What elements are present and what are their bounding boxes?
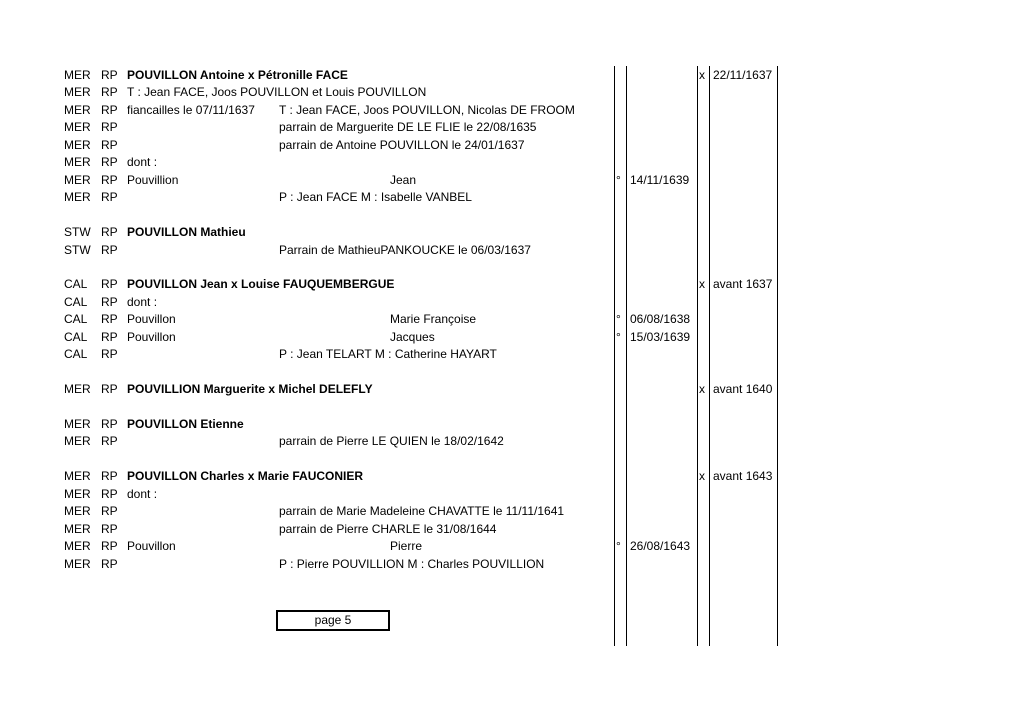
source-cell: RP	[101, 242, 118, 257]
parish-cell: MER	[64, 539, 91, 554]
entry-text: POUVILLON Antoine x Pétronille FACE	[127, 68, 348, 82]
parish-cell: CAL	[64, 347, 88, 362]
source-cell: RP	[101, 504, 118, 519]
table-row	[0, 556, 1024, 573]
marriage-symbol: x	[699, 68, 705, 82]
parish-cell: MER	[64, 504, 91, 519]
marriage-date: avant 1637	[713, 277, 773, 292]
parish-cell: MER	[64, 85, 91, 100]
table-row	[0, 154, 1024, 171]
detail-text: P : Jean FACE M : Isabelle VANBEL	[279, 190, 472, 205]
birth-symbol: °	[616, 539, 621, 554]
table-row	[0, 346, 1024, 363]
table-row	[0, 329, 1024, 346]
detail-text: P : Pierre POUVILLION M : Charles POUVILLION	[279, 556, 545, 571]
source-cell: RP	[101, 225, 118, 240]
parish-cell: MER	[64, 417, 91, 431]
birth-date: 15/03/1639	[630, 329, 691, 344]
table-row	[0, 381, 1024, 398]
parish-cell: MER	[64, 469, 91, 484]
first-name: Marie Françoise	[390, 312, 477, 327]
first-name: Jacques	[390, 329, 435, 344]
entry-text: Pouvillon	[127, 312, 176, 327]
parish-cell: STW	[64, 242, 91, 257]
first-name: Pierre	[390, 539, 423, 554]
parish-cell: MER	[64, 137, 91, 152]
birth-date: 06/08/1638	[630, 312, 691, 327]
entry-text: Pouvillon	[127, 539, 176, 554]
detail-text: P : Jean TELART M : Catherine HAYART	[279, 347, 497, 362]
table-row	[0, 172, 1024, 189]
birth-symbol: °	[616, 312, 621, 327]
entry-text: POUVILLON Charles x Marie FAUCONIER	[127, 469, 364, 484]
parish-cell: MER	[64, 190, 91, 205]
table-row	[0, 486, 1024, 503]
source-cell: RP	[101, 155, 118, 170]
detail-text: Parrain de MathieuPANKOUCKE le 06/03/1637	[279, 242, 531, 257]
table-row	[0, 276, 1024, 293]
entry-text: POUVILLON Jean x Louise FAUQUEMBERGUE	[127, 277, 395, 292]
entry-text: POUVILLON Etienne	[127, 417, 244, 431]
table-row	[0, 224, 1024, 241]
detail-text: T : Jean FACE, Joos POUVILLON, Nicolas DE FROOM	[279, 102, 575, 117]
entry-text: POUVILLION Marguerite x Michel DELEFLY	[127, 382, 373, 397]
source-cell: RP	[101, 539, 118, 554]
table-row	[0, 189, 1024, 206]
source-cell: RP	[101, 294, 118, 309]
source-cell: RP	[101, 277, 118, 292]
parish-cell: MER	[64, 102, 91, 117]
birth-symbol: °	[616, 329, 621, 344]
birth-date: 26/08/1643	[630, 539, 691, 554]
entry-text: dont :	[127, 155, 158, 170]
table-row	[0, 84, 1024, 101]
detail-text: parrain de Pierre CHARLE le 31/08/1644	[279, 521, 497, 536]
source-cell: RP	[101, 312, 118, 327]
page-number: page 5	[276, 610, 390, 631]
entry-text: T : Jean FACE, Joos POUVILLON et Louis POUVILLON	[127, 85, 427, 100]
blank-row	[0, 399, 1024, 416]
parish-cell: CAL	[64, 312, 88, 327]
source-cell: RP	[101, 382, 118, 397]
parish-cell: MER	[64, 556, 91, 571]
entry-text: dont :	[127, 486, 158, 501]
table-row	[0, 119, 1024, 136]
blank-row	[0, 451, 1024, 468]
source-cell: RP	[101, 190, 118, 205]
detail-text: parrain de Marie Madeleine CHAVATTE le 11/11/1641	[279, 504, 565, 519]
table-row	[0, 67, 1024, 84]
parish-cell: MER	[64, 155, 91, 170]
parish-cell: CAL	[64, 277, 88, 292]
marriage-symbol: x	[699, 382, 705, 397]
parish-cell: CAL	[64, 294, 88, 309]
source-cell: RP	[101, 329, 118, 344]
source-cell: RP	[101, 68, 118, 82]
source-cell: RP	[101, 469, 118, 484]
parish-cell: MER	[64, 382, 91, 397]
table-row	[0, 311, 1024, 328]
entry-text: POUVILLON Mathieu	[127, 225, 246, 240]
entry-text: fiancailles le 07/11/1637	[127, 102, 255, 117]
blank-row	[0, 364, 1024, 381]
parish-cell: MER	[64, 521, 91, 536]
blank-row	[0, 207, 1024, 224]
marriage-date: avant 1643	[713, 469, 773, 484]
entry-text: Pouvillon	[127, 329, 176, 344]
parish-cell: MER	[64, 486, 91, 501]
parish-cell: MER	[64, 172, 91, 187]
source-cell: RP	[101, 85, 118, 100]
source-cell: RP	[101, 347, 118, 362]
table-row	[0, 137, 1024, 154]
parish-cell: MER	[64, 434, 91, 449]
table-row	[0, 433, 1024, 450]
source-cell: RP	[101, 434, 118, 449]
source-cell: RP	[101, 102, 118, 117]
table-row	[0, 503, 1024, 520]
source-cell: RP	[101, 556, 118, 571]
parish-cell: STW	[64, 225, 91, 240]
table-row	[0, 416, 1024, 433]
table-row	[0, 538, 1024, 555]
marriage-date: 22/11/1637	[713, 68, 773, 82]
blank-row	[0, 259, 1024, 276]
parish-cell: MER	[64, 68, 91, 82]
source-cell: RP	[101, 417, 118, 431]
source-cell: RP	[101, 172, 118, 187]
birth-symbol: °	[616, 172, 621, 187]
first-name: Jean	[390, 172, 417, 187]
marriage-symbol: x	[699, 277, 705, 292]
table-row	[0, 521, 1024, 538]
entry-text: Pouvillion	[127, 172, 179, 187]
marriage-symbol: x	[699, 469, 705, 484]
parish-cell: CAL	[64, 329, 88, 344]
source-cell: RP	[101, 486, 118, 501]
birth-date: 14/11/1639	[630, 172, 690, 187]
detail-text: parrain de Marguerite DE LE FLIE le 22/08/1635	[279, 120, 537, 135]
source-cell: RP	[101, 137, 118, 152]
source-cell: RP	[101, 120, 118, 135]
detail-text: parrain de Antoine POUVILLON le 24/01/1637	[279, 137, 525, 152]
table-row	[0, 294, 1024, 311]
table-row	[0, 102, 1024, 119]
source-cell: RP	[101, 521, 118, 536]
detail-text: parrain de Pierre LE QUIEN le 18/02/1642	[279, 434, 504, 449]
table-row	[0, 468, 1024, 485]
marriage-date: avant 1640	[713, 382, 773, 397]
table-row	[0, 242, 1024, 259]
parish-cell: MER	[64, 120, 91, 135]
entry-text: dont :	[127, 294, 158, 309]
